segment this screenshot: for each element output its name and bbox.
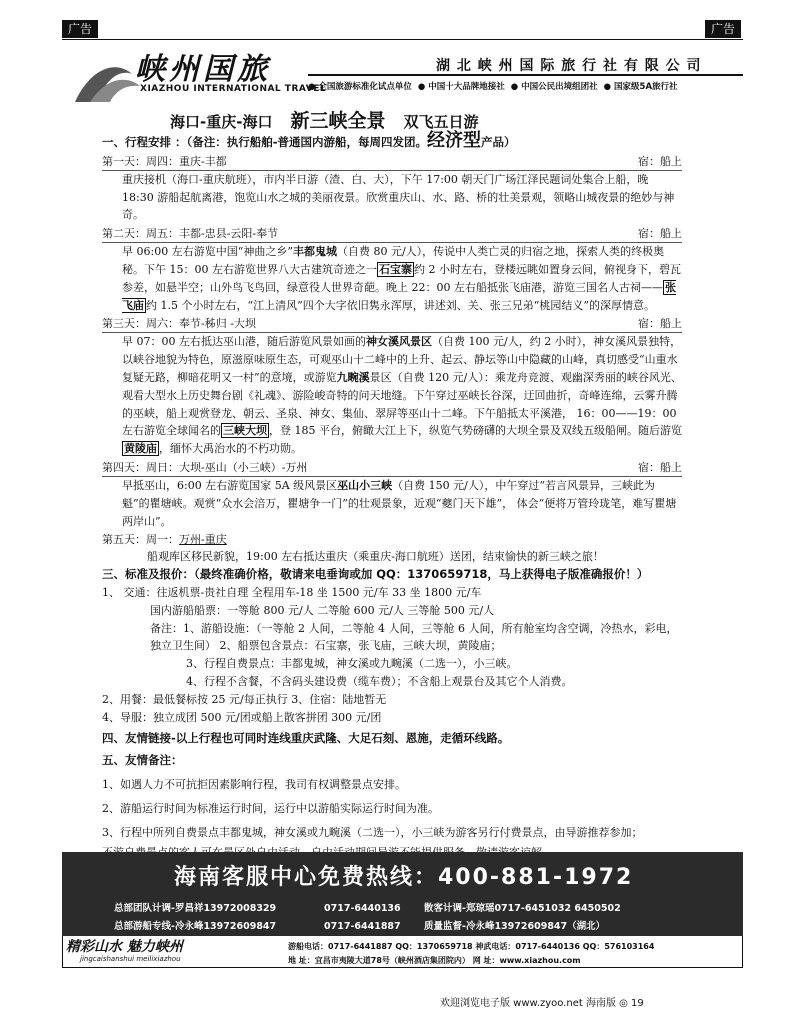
brand-en: XIAZHOU INTERNATIONAL TRAVEL [140,84,327,94]
company-tags: ● 全国旅游标准化试点单位 ● 中国十大品牌地接社 ● 中国公民出境组团社 ● 国家级5A旅行社 [308,82,678,92]
brand-cn: 峡州国旅 [135,52,271,87]
std-remark-4: 4、行程不含餐，不含码头建设费（缆车费）；不含船上观景台及其它个人消费。 [186,674,573,688]
day-5-text: 船观库区移民新貌，19:00 左右抵达重庆（乘重庆-海口航班）送团，结束愉快的新三峡之旅！ [147,550,604,564]
day-4-row: 第四天：周日：大坝-巫山（小三峡）-万州 宿：船上 [102,460,682,477]
footer-info: 游船电话：0717-6441887 QQ：1370659718 神武电话：0717-6440136 QQ：576103164 地 址：宜昌市夷陵大道78号（峡州酒店集团院内） 网 址：www.xiazhou.com [288,942,655,965]
day-4-text: 早抵巫山，6:00 左右游览国家 5A 级风景区巫山小三峡（自费 150 元/人），中午穿过“若言风景异，三峡此为魁”的瞿塘峡。观赏“众水会涪万，瞿塘争一门”的壮观景象，近观“夔门天下雄”， 体会“便将万管玲珑笔，难写瞿塘两岸山”。 [122,478,677,528]
day-3-text: 早 07：00 左右抵达巫山港，随后游览风景如画的神女溪风景区（自费 100 元/人，约 2 小时），神女溪风景独特，以峡谷地貌为特色，原滋原味原生态，可观巫山十二峰中的上升、起云、静坛等山中隐藏的山峰，真切感受“山重水复疑无路，柳暗花明又一村”的意境，或游览九畹溪景区（自费 120 元/人）：乘龙舟竞渡、观幽深秀丽的峡谷风光、观看大型水上历史舞台剧《礼魂》、游险峻奇特的问天地缝。下午穿过巫峡长谷深，迂回曲折，奇峰连绵，云雾升腾的巫峡，船上观赏登龙、朝云、圣泉、神女、集仙、翠屏等巫山十二峰。下午船抵太平溪港， 16：00——19：00 左右游览全球闻名的 三峡大坝 ，登 185 平台，俯瞰大江上下，纵览气势磅礴的大坝全景及双线五级船闸。随后游览黄陵庙 ，缅怀大禹治水的不朽功勋。 [122,335,682,456]
day-1-text: 重庆接机（海口-重庆航班），市内半日游（渣、白、大），下午 17:00 朝天门广场江泽民题词处集合上船，晚 18:30 游船起航离港，饱览山水之城的美丽夜景。欣赏重庆山、水、路、桥的壮美景观，领略山城夜景的绝妙与神奇。 [122,172,675,222]
company-name: 湖 北 峡 州 国 际 旅 行 社 有 限 公 司 [436,58,702,74]
page-title: 海口-重庆-海口 新三峡全景 双飞五日游 [170,110,479,132]
hotline-banner: 海南客服中心免费热线：400-881-1972 [62,852,743,898]
footer-slogan-en: jingcaishanshui meilixiazhou [80,955,181,963]
day-2-text: 早 06:00 左右游览中国“神曲之乡”丰都鬼城（自费 80 元/人），传说中人类亡灵的归宿之地，探索人类的终极奥秘。下午 15：00 左右游览世界八大古建筑奇迹之一 石宝寨 约 2 小时左右，登楼远眺如置身云间，俯视身下，碧瓦参差，如悬半空；山外鸟飞鸟回，绿意役人世界奇葩。晚上 22：00 左右船抵张飞庙港，游览三国名人古祠—— 张飞庙 约 1.5 个小时左右，“江上清风”四个大字依旧隽永浑厚，讲述刘、关、张三兄弟“桃园结义”的深厚情意。 [122,245,681,312]
section-4-heading: 四、友情链接-以上行程也可同时连线重庆武隆、大足石刻、恩施，走循环线路。 [102,731,510,746]
footer-slogan: 精彩山水 魅力峡州 [66,939,183,955]
company-rule [308,74,743,76]
std-remark-3: 3、行程自费景点：丰都鬼城，神女溪或九畹溪（二选一），小三峡。 [186,657,518,671]
ad-tag-left: 广告 [62,20,98,38]
note-3: 3、行程中所列自费景点丰都鬼城，神女溪或九畹溪（二选一），小三峡为游客另行付费景点，由导游推荐参加； [102,825,643,839]
contacts-block: 总部团队计调-罗昌祥13972008329 0717-6440136 散客计调-郑琼瑶0717-6451032 6450502 总部游船专线-冷永峰13972609847 0717-6441887 质量监督-冷永峰13972609847（湖北） [62,898,743,936]
note-2: 2、游船运行时间为标准运行时间，运行中以游船实际运行时间为准。 [102,801,439,815]
day-5-row: 第五天：周一：万州-重庆 [102,533,227,547]
day-3-row: 第三天：周六：奉节-秭归 -大坝 宿：船上 [102,316,682,333]
std-ship-ticket: 国内游船船票：一等舱 800 元/人 二等舱 600 元/人 三等舱 500 元/人 [150,603,495,617]
std-remark-1: 备注：1、游船设施：（一等舱 2 人间，二等舱 4 人间，三等舱 6 人间，所有舱室均含空调，冷热水，彩电，独立卫生间） 2、船票包含景点：石宝寨，张飞庙，三峡大坝，黄陵庙； [150,621,678,653]
itinerary-body [102,132,682,862]
day-1-row: 第一天：周四：重庆-丰都 宿：船上 [102,154,682,171]
note-1: 1、如遇人力不可抗拒因素影响行程，我司有权调整景点安排。 [102,777,406,791]
section-1-heading: 一、行程安排 ：（备注：执行船舶-普通国内游船，每周四发团。经济型产品） [102,130,516,151]
std-guide: 4、导服：独立成团 500 元/团或船上散客拼团 300 元/团 [102,710,382,724]
std-meals: 2、用餐：最低餐标按 25 元/每正执行 3、住宿：陆地暂无 [102,692,387,706]
page-footer: 欢迎浏览电子版 www.zyoo.net 海南版 ◎ 19 [440,998,644,1009]
std-transport: 1、 交通：往返机票-贵社自理 全程用车-18 坐 1500 元/车 33 坐 1800 元/车 [102,585,482,599]
day-2-row: 第二天：周五：丰都-忠县-云阳-奉节 宿：船上 [102,226,682,243]
section-3-heading: 三、标准及报价：（最终准确价格，敬请来电垂询或加 QQ：1370659718，马上获得电子版准确报价！） [102,567,649,582]
ad-tag-right: 广告 [705,20,741,38]
section-5-heading: 五、友情备注： [102,753,183,768]
header-rule [62,39,743,40]
